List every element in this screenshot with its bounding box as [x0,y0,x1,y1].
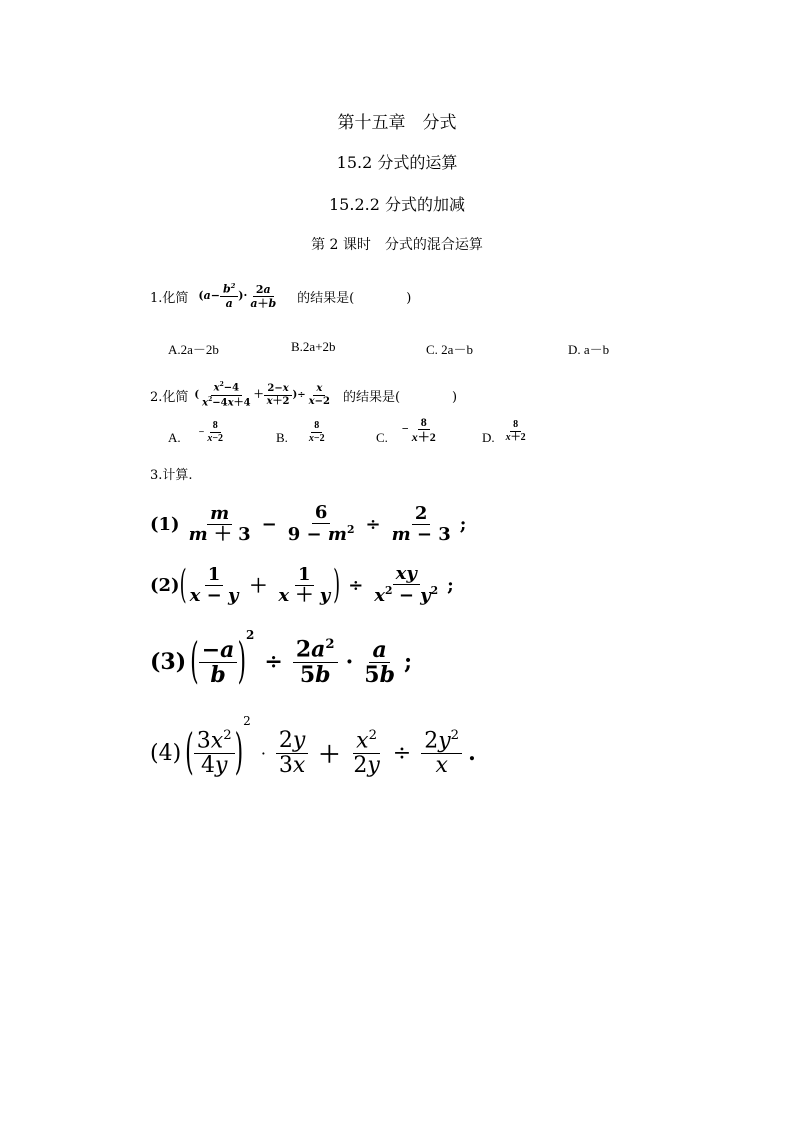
q2-letter-b: B. [276,430,288,445]
q2-letter-c: C. [376,430,388,445]
q3-item-3-number: (3) [150,649,187,675]
q3-item-1-number: (1) [150,513,180,535]
q2-option-d: D. $\frac{8}{x+2}$ [482,418,526,445]
chapter-title: 第十五章 分式 [337,113,457,133]
q1-tail: 的结果是( ) [297,290,412,306]
lesson-title: 第 2 课时 分式的混合运算 [311,237,483,253]
q3-item-4-number: (4) [150,740,182,766]
q1-option-d: D. a－b [568,342,610,357]
q2-label: 2.化简 [150,389,189,405]
q2-letter-d: D. [482,430,495,445]
q3-item-2: (2) ( $\frac{1}{x - y}$ ＋ $\frac{1}{x + y}$ ) ÷ $\frac{xy}{x^2 - y^2}$ ; [150,561,454,609]
q1-label: 1.化简 [150,290,189,306]
q2-letter-a: A. [168,430,181,445]
q3-label: 3.计算. [150,468,193,483]
question-1 [150,276,411,316]
section-title: 15.2 分式的运算 [336,153,458,172]
q3-item-1: (1) $\frac{m}{m + 3}$ − $\frac{6}{9 - m^2}$ ÷ $\frac{2}{m - 3}$ ; [150,502,467,545]
q2-option-a: A. − $\frac{8}{x-2}$ [168,419,224,445]
q2-tail: 的结果是( ) [342,389,458,405]
q2-option-b: B. $\frac{8}{x-2}$ [276,419,325,445]
q1-option-a: A.2a－2b [168,342,219,357]
q2-option-c: C. − $\frac{8}{x+2}$ [376,414,436,445]
subsection-title: 15.2.2 分式的加减 [329,195,465,214]
q2-expression: ( $\frac{x^2-4}{x^2-4x+4}$ ＋ $\frac{2-x}{x+2}$ )÷ $\frac{x}{x-2}$ [194,381,330,408]
q3-item-2-number: (2) [150,574,180,596]
q3-item-3: (3) ( $\frac{-a}{b}$ ) 2 ÷ $\frac{2a^2}{5b}$ · $\frac{a}{5b}$ ; [150,628,413,690]
q1-expression: (a− $\frac{b^2}{a}$ )· $\frac{2a}{a+b}$ [198,282,277,310]
q1-option-b: B.2a+2b [291,339,336,354]
q3-item-4: (4) ( $\frac{3x^2}{4y}$ ) 2 · $\frac{2y}{3x}$ ＋ $\frac{x^2}{2y}$ ÷ $\frac{2y^2}{x}$ . [150,714,476,781]
q1-option-c: C. 2a－b [426,342,473,357]
